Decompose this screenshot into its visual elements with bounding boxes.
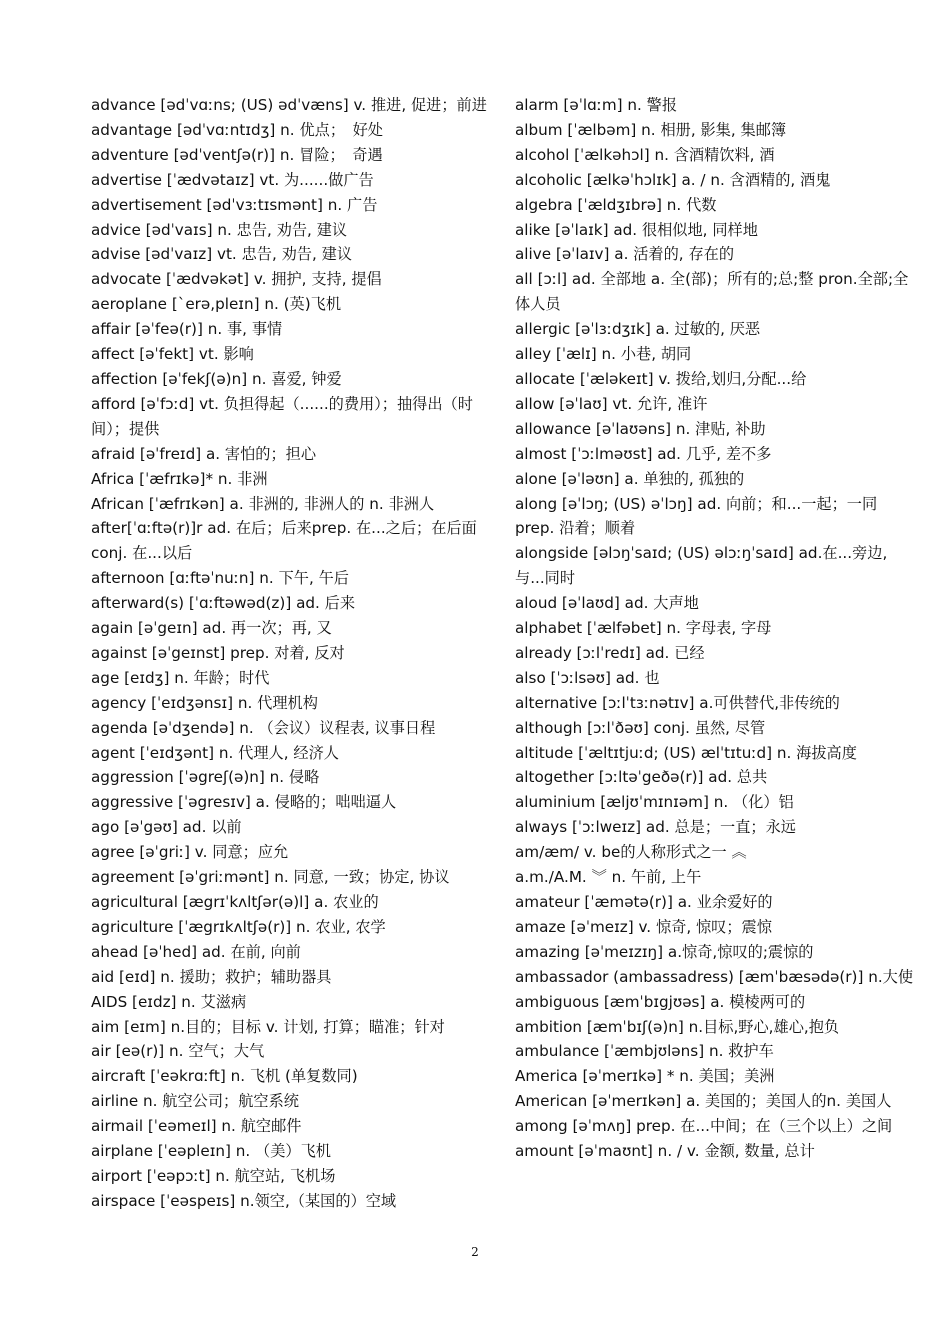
dictionary-entry: against [əˈgeɪnst] prep. 对着, 反对 <box>91 643 345 662</box>
dictionary-entry: amount [əˈmaʊnt] n. / v. 金额, 数量, 总计 <box>515 1142 815 1161</box>
dictionary-entry: almost [ˈɔːlməʊst] ad. 几乎, 差不多 <box>515 444 772 463</box>
dictionary-entry: again [əˈgeɪn] ad. 再一次；再, 又 <box>91 619 332 638</box>
dictionary-entry: amazing [əˈmeɪzɪŋ] a.惊奇,惊叹的;震惊的 <box>515 942 814 961</box>
left-column <box>91 93 493 1214</box>
dictionary-entry: allergic [əˈlɜːdʒɪk] a. 过敏的, 厌恶 <box>515 320 761 339</box>
dictionary-entry: among [əˈmʌŋ] prep. 在...中间；在（三个以上）之间 <box>515 1117 893 1136</box>
dictionary-entry: airspace [ˈeəspeɪs] n.领空,（某国的）空域 <box>91 1191 397 1210</box>
dictionary-entry: air [eə(r)] n. 空气；大气 <box>91 1042 265 1061</box>
dictionary-entry: afternoon [ɑːftəˈnuːn] n. 下午, 午后 <box>91 569 349 588</box>
dictionary-entry: American [əˈmerɪkən] a. 美国的；美国人的n. 美国人 <box>515 1092 892 1111</box>
dictionary-entry: agreement [əˈgriːmənt] n. 同意, 一致；协定, 协议 <box>91 868 450 887</box>
dictionary-entry: agricultural [ægrɪˈkʌltʃər(ə)l] a. 农业的 <box>91 893 379 911</box>
dictionary-entry: ambition [æmˈbɪʃ(ə)n] n.目标,野心,雄心,抱负 <box>515 1017 840 1036</box>
dictionary-entry: advantage [ədˈvɑːntɪdʒ] n. 优点； 好处 <box>91 120 383 139</box>
dictionary-entry: advance [ədˈvɑːns; (US) ədˈvæns] v. 推进, 促进；前进 <box>91 96 487 114</box>
dictionary-entry: ambulance [ˈæmbjʊləns] n. 救护车 <box>515 1042 774 1061</box>
dictionary-entry: advertise [ˈædvətaɪz] vt. 为......做广告 <box>91 170 374 189</box>
dictionary-entry: aloud [əˈlaʊd] ad. 大声地 <box>515 594 699 613</box>
dictionary-entry: advocate [ˈædvəkət] v. 拥护, 支持, 提倡 <box>91 270 382 289</box>
dictionary-entry: alive [əˈlaɪv] a. 活着的, 存在的 <box>515 245 735 264</box>
dictionary-entry: America [əˈmerɪkə] * n. 美国；美洲 <box>515 1067 775 1086</box>
dictionary-entry: amaze [əˈmeɪz] v. 惊奇, 惊叹；震惊 <box>515 917 772 936</box>
dictionary-entry: advice [ədˈvaɪs] n. 忠告, 劝告, 建议 <box>91 220 348 239</box>
dictionary-entry: always [ˈɔːlweɪz] ad. 总是；一直；永远 <box>515 818 796 837</box>
dictionary-entry: age [eɪdʒ] n. 年龄；时代 <box>91 668 270 687</box>
dictionary-entry: am/æm/ v. be的人称形式之一 ︽ <box>515 843 747 862</box>
dictionary-entry: agriculture [ˈægrɪkʌltʃə(r)] n. 农业, 农学 <box>91 917 386 936</box>
dictionary-entry: although [ɔːlˈðəʊ] conj. 虽然, 尽管 <box>515 718 766 737</box>
dictionary-entry: allowance [əˈlaʊəns] n. 津贴, 补助 <box>515 419 766 438</box>
dictionary-entry: algebra [ˈældʒɪbrə] n. 代数 <box>515 195 717 214</box>
dictionary-entry: agree [əˈgriː] v. 同意；应允 <box>91 843 289 862</box>
dictionary-entry: afford [əˈfɔːd] vt. 负担得起（......的费用）；抽得出（时间）；提供 <box>91 394 473 438</box>
dictionary-entry: airplane [ˈeəpleɪn] n. （美）飞机 <box>91 1142 331 1161</box>
dictionary-entry: afraid [əˈfreɪd] a. 害怕的；担心 <box>91 444 317 463</box>
dictionary-entry: ahead [əˈhed] ad. 在前, 向前 <box>91 942 301 961</box>
dictionary-entry: affect [əˈfekt] vt. 影响 <box>91 345 254 364</box>
dictionary-entry: airline n. 航空公司；航空系统 <box>91 1092 299 1111</box>
dictionary-entry: afterward(s) [ˈɑːftəwəd(z)] ad. 后来 <box>91 594 356 613</box>
dictionary-entry: alongside [əlɔŋˈsaɪd; (US) əlɔːŋˈsaɪd] ad.在...旁边,与...同时 <box>515 544 888 588</box>
dictionary-entry: all [ɔːl] ad. 全部地 a. 全(部)；所有的;总;整 pron.全部;全体人员 <box>515 270 909 314</box>
dictionary-entry: altitude [ˈæltɪtjuːd; (US) ælˈtɪtuːd] n. 海拔高度 <box>515 743 857 762</box>
dictionary-entry: aggression [ˈəgreʃ(ə)n] n. 侵略 <box>91 768 320 787</box>
dictionary-entry: aluminium [æljʊˈmɪnɪəm] n. （化）铝 <box>515 793 794 812</box>
dictionary-entry: also [ˈɔːlsəʊ] ad. 也 <box>515 668 660 687</box>
dictionary-entry: along [əˈlɔŋ; (US) əˈlɔŋ] ad. 向前；和...一起；一同 prep. 沿着；顺着 <box>515 494 878 538</box>
dictionary-entry: amateur [ˈæmətə(r)] a. 业余爱好的 <box>515 893 773 911</box>
dictionary-entry: a.m./A.M. ︾ n. 午前, 上午 <box>515 868 702 887</box>
dictionary-entry: aircraft [ˈeəkrɑːft] n. 飞机 (单复数同) <box>91 1067 358 1086</box>
dictionary-entry: ambassador (ambassadress) [æmˈbæsədə(r)] n.大使 <box>515 967 914 986</box>
dictionary-entry: alley [ˈælɪ] n. 小巷, 胡同 <box>515 345 692 364</box>
dictionary-entry: agency [ˈeɪdʒənsɪ] n. 代理机构 <box>91 693 318 712</box>
dictionary-entry: agent [ˈeɪdʒənt] n. 代理人, 经济人 <box>91 743 339 762</box>
dictionary-entry: aeroplane [ˋerə,pleɪn] n. (英)飞机 <box>91 295 342 314</box>
right-column <box>515 93 915 1164</box>
dictionary-entry: alphabet [ˈælfəbet] n. 字母表, 字母 <box>515 619 772 638</box>
dictionary-entry: alcohol [ˈælkəhɔl] n. 含酒精饮料, 酒 <box>515 145 775 164</box>
dictionary-entry: Africa [ˈæfrɪkə]* n. 非洲 <box>91 469 268 488</box>
dictionary-entry: after[ˈɑːftə(r)]r ad. 在后；后来prep. 在...之后；在后面 conj. 在...以后 <box>91 519 477 563</box>
dictionary-entry: allocate [ˈæləkeɪt] v. 拨给,划归,分配...给 <box>515 369 807 388</box>
dictionary-entry: agenda [əˈdʒendə] n. （会议）议程表, 议事日程 <box>91 718 436 737</box>
dictionary-entry: affair [əˈfeə(r)] n. 事, 事情 <box>91 320 283 339</box>
dictionary-entry: allow [əˈlaʊ] vt. 允许, 准许 <box>515 394 708 413</box>
dictionary-entry: aggressive [ˈəgresɪv] a. 侵略的；咄咄逼人 <box>91 793 397 812</box>
dictionary-entry: advertisement [ədˈvɜːtɪsmənt] n. 广告 <box>91 195 378 214</box>
dictionary-entry: aim [eɪm] n.目的；目标 v. 计划, 打算；瞄准；针对 <box>91 1017 445 1036</box>
dictionary-entry: album [ˈælbəm] n. 相册, 影集, 集邮簿 <box>515 120 787 139</box>
dictionary-entry: already [ɔːlˈredɪ] ad. 已经 <box>515 643 705 662</box>
dictionary-entry: alike [əˈlaɪk] ad. 很相似地, 同样地 <box>515 220 758 239</box>
dictionary-entry: affection [əˈfekʃ(ə)n] n. 喜爱, 钟爱 <box>91 369 342 388</box>
dictionary-entry: adventure [ədˈventʃə(r)] n. 冒险； 奇遇 <box>91 145 383 164</box>
dictionary-entry: alternative [ɔːlˈtɜːnətɪv] a.可供替代,非传统的 <box>515 693 840 712</box>
dictionary-entry: alcoholic [ælkəˈhɔlɪk] a. / n. 含酒精的, 酒鬼 <box>515 170 831 189</box>
dictionary-entry: aid [eɪd] n. 援助；救护；辅助器具 <box>91 967 332 986</box>
dictionary-entry: alarm [əˈlɑːm] n. 警报 <box>515 96 678 114</box>
dictionary-entry: airport [ˈeəpɔːt] n. 航空站, 飞机场 <box>91 1166 336 1185</box>
dictionary-entry: alone [əˈləʊn] a. 单独的, 孤独的 <box>515 469 745 488</box>
dictionary-entry: airmail [ˈeəmeɪl] n. 航空邮件 <box>91 1117 302 1136</box>
dictionary-entry: African [ˈæfrɪkən] a. 非洲的, 非洲人的 n. 非洲人 <box>91 494 435 513</box>
page-number: 2 <box>471 1245 479 1259</box>
dictionary-entry: AIDS [eɪdz] n. 艾滋病 <box>91 992 247 1011</box>
dictionary-entry: advise [ədˈvaɪz] vt. 忠告, 劝告, 建议 <box>91 245 353 264</box>
dictionary-entry: ambiguous [æmˈbɪgjʊəs] a. 模棱两可的 <box>515 992 806 1011</box>
dictionary-entry: ago [əˈgəʊ] ad. 以前 <box>91 818 242 837</box>
dictionary-entry: altogether [ɔːltəˈgeðə(r)] ad. 总共 <box>515 768 768 787</box>
